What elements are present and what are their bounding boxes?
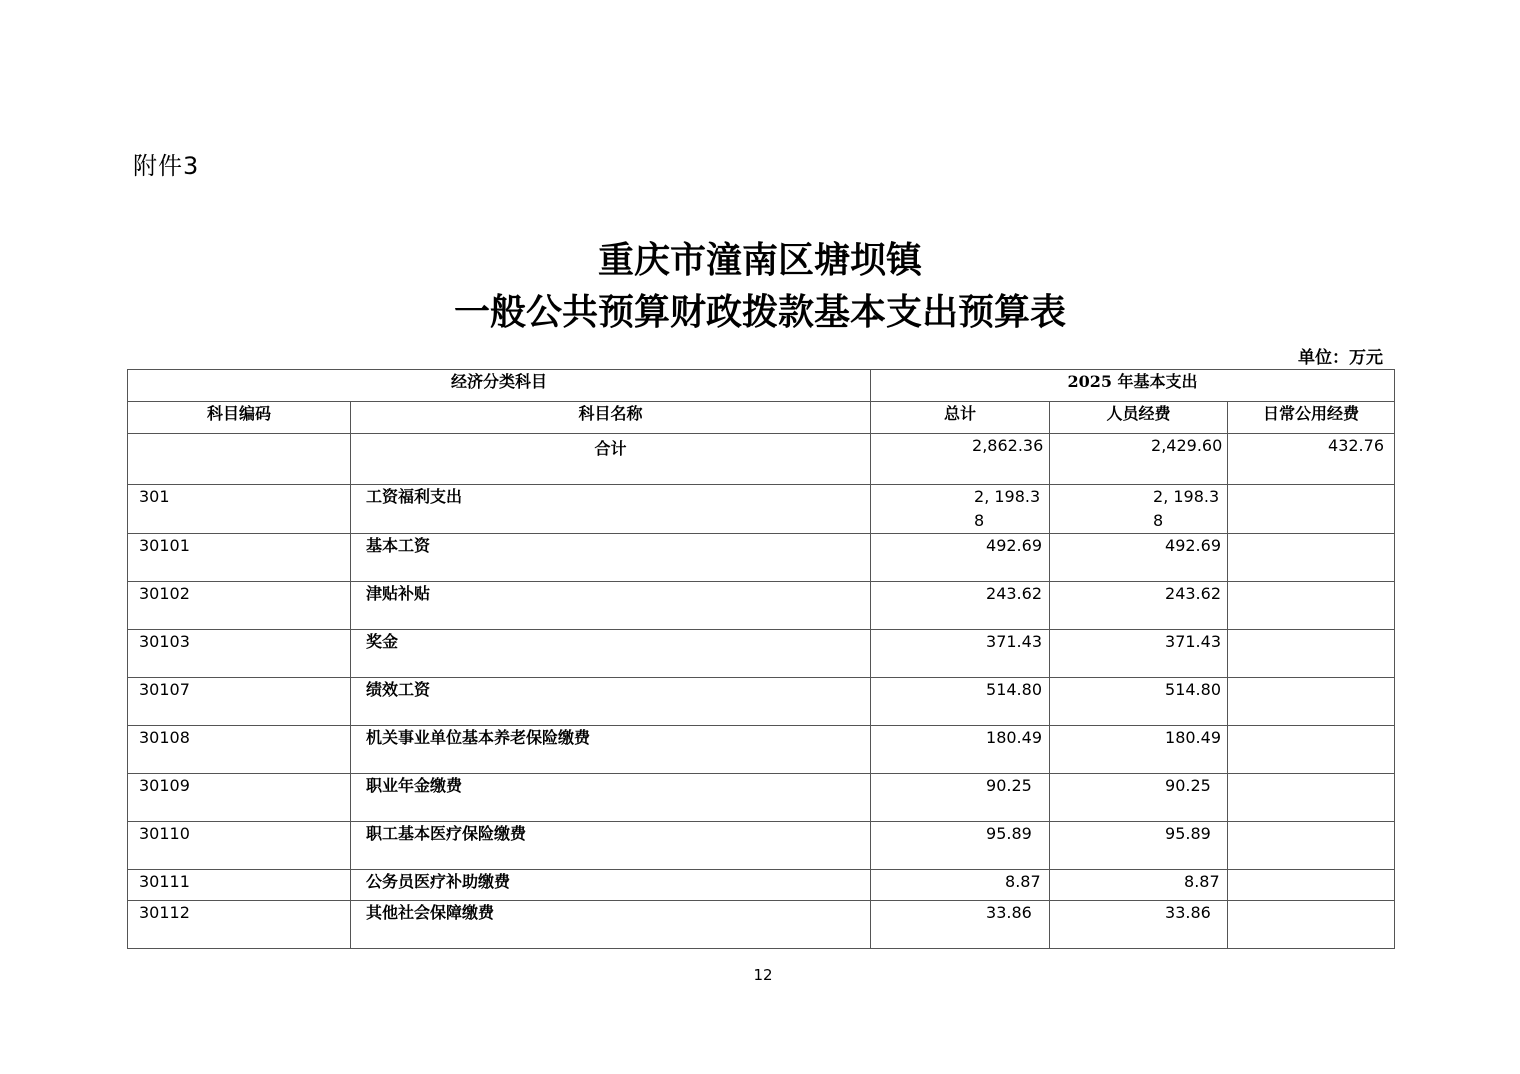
row-code: 30111 [128, 870, 351, 901]
row-personnel-cell [1050, 485, 1228, 534]
page-title-line1: 重庆市潼南区塘坝镇 [597, 239, 922, 281]
row-personnel: 8.87 [1184, 872, 1220, 891]
total-total-cell [871, 434, 1050, 485]
row-code: 30110 [128, 822, 351, 870]
row-total-cell [871, 726, 1050, 774]
total-total-value: 2,862.36 [972, 436, 1044, 455]
header-budget-2025: 2025 年基本支出 [871, 370, 1395, 402]
row-personnel: 514.80 [1165, 680, 1221, 699]
header-personnel: 人员经费 [1050, 402, 1228, 434]
row-public [1228, 901, 1395, 949]
row-total: 243.62 [986, 584, 1042, 603]
total-code-cell [128, 434, 351, 485]
row-personnel-cell [1050, 774, 1228, 822]
row-personnel: 90.25 [1165, 776, 1211, 795]
total-personnel-value: 2,429.60 [1151, 436, 1223, 455]
table-row [128, 630, 1395, 678]
table-row [128, 726, 1395, 774]
row-name: 绩效工资 [351, 678, 871, 726]
row-name: 职工基本医疗保险缴费 [351, 822, 871, 870]
page-number: 12 [753, 966, 773, 984]
row-total: 492.69 [986, 536, 1042, 555]
header-public: 日常公用经费 [1228, 402, 1395, 434]
table-row [128, 901, 1395, 949]
budget-table [127, 369, 1395, 949]
column-header-row [128, 402, 1395, 434]
total-public-cell [1228, 434, 1395, 485]
group-header-row [128, 370, 1395, 402]
row-name: 机关事业单位基本养老保险缴费 [351, 726, 871, 774]
row-total: 2, 198.38 [974, 487, 1041, 530]
row-total: 33.86 [986, 903, 1032, 922]
row-name: 奖金 [351, 630, 871, 678]
row-public [1228, 485, 1395, 534]
row-total: 371.43 [986, 632, 1042, 651]
row-personnel-cell [1050, 534, 1228, 582]
row-total-cell [871, 485, 1050, 534]
row-code: 30108 [128, 726, 351, 774]
table-row [128, 534, 1395, 582]
row-total: 514.80 [986, 680, 1042, 699]
row-total: 180.49 [986, 728, 1042, 747]
header-name: 科目名称 [351, 402, 871, 434]
total-row [128, 434, 1395, 485]
row-personnel-cell [1050, 678, 1228, 726]
attachment-label: 附件3 [133, 152, 200, 180]
row-code: 30109 [128, 774, 351, 822]
row-total-cell [871, 774, 1050, 822]
table-row [128, 485, 1395, 534]
row-total: 8.87 [1005, 872, 1041, 891]
row-total-cell [871, 901, 1050, 949]
row-personnel-cell [1050, 726, 1228, 774]
row-name: 津贴补贴 [351, 582, 871, 630]
row-code: 30103 [128, 630, 351, 678]
header-economic-category: 经济分类科目 [128, 370, 871, 402]
row-public [1228, 582, 1395, 630]
total-public-value: 432.76 [1328, 436, 1384, 455]
row-personnel: 371.43 [1165, 632, 1221, 651]
row-personnel: 2, 198.38 [1153, 487, 1220, 530]
row-code: 30112 [128, 901, 351, 949]
row-public [1228, 678, 1395, 726]
table-row [128, 774, 1395, 822]
row-total-cell [871, 870, 1050, 901]
row-personnel-cell [1050, 870, 1228, 901]
header-total: 总计 [871, 402, 1050, 434]
row-total-cell [871, 534, 1050, 582]
row-name: 职业年金缴费 [351, 774, 871, 822]
row-public [1228, 630, 1395, 678]
table-row [128, 678, 1395, 726]
row-code: 30101 [128, 534, 351, 582]
row-total: 90.25 [986, 776, 1032, 795]
row-code: 30102 [128, 582, 351, 630]
row-public [1228, 822, 1395, 870]
row-personnel: 95.89 [1165, 824, 1211, 843]
row-total-cell [871, 678, 1050, 726]
row-total-cell [871, 822, 1050, 870]
row-code: 301 [128, 485, 351, 534]
row-public [1228, 870, 1395, 901]
total-personnel-cell [1050, 434, 1228, 485]
row-personnel: 180.49 [1165, 728, 1221, 747]
table-row [128, 870, 1395, 901]
header-code: 科目编码 [128, 402, 351, 434]
row-public [1228, 534, 1395, 582]
row-public [1228, 774, 1395, 822]
row-personnel-cell [1050, 582, 1228, 630]
row-personnel: 243.62 [1165, 584, 1221, 603]
total-name-cell: 合计 [351, 434, 871, 485]
page-title-line2: 一般公共预算财政拨款基本支出预算表 [453, 291, 1066, 333]
row-name: 工资福利支出 [351, 485, 871, 534]
row-total-cell [871, 630, 1050, 678]
row-public [1228, 726, 1395, 774]
table-row [128, 822, 1395, 870]
row-personnel-cell [1050, 630, 1228, 678]
row-name: 公务员医疗补助缴费 [351, 870, 871, 901]
table-row [128, 582, 1395, 630]
row-personnel-cell [1050, 822, 1228, 870]
row-personnel: 492.69 [1165, 536, 1221, 555]
row-code: 30107 [128, 678, 351, 726]
unit-label: 单位：万元 [1298, 348, 1383, 368]
row-name: 基本工资 [351, 534, 871, 582]
row-total: 95.89 [986, 824, 1032, 843]
row-name: 其他社会保障缴费 [351, 901, 871, 949]
row-personnel: 33.86 [1165, 903, 1211, 922]
row-personnel-cell [1050, 901, 1228, 949]
row-total-cell [871, 582, 1050, 630]
